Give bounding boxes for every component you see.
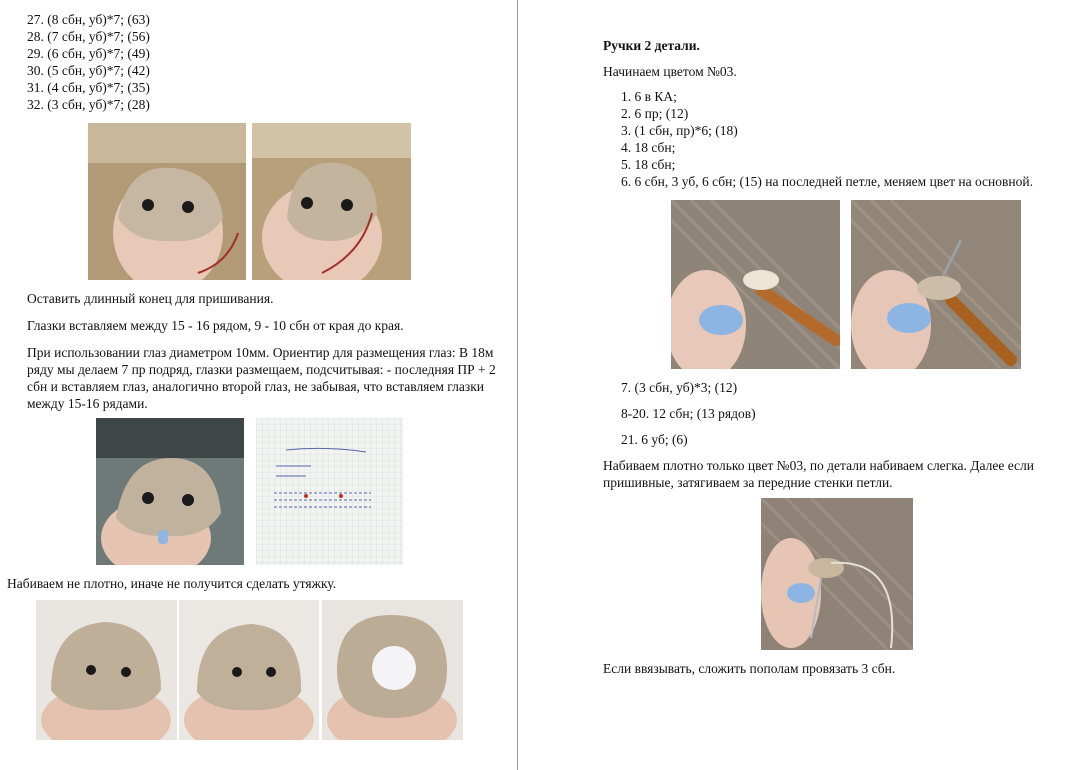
photo-stuffed-side [179,600,319,740]
row-28: 28. (7 сбн, уб)*7; (56) [27,29,150,44]
paragraph-eyes-guide: При использовании глаз диаметром 10мм. Ориентир для размещения глаз: В 18м ряду мы делаем 7 пр подряд, глазки размещаем, подсчитывая: - последняя ПР + 2 сбн и вставляем глаз, аналогично второй глаз, не забывая, что вставляем глазки между 15-16 рядами. [27,345,496,411]
photo-hook-2 [851,200,1021,369]
photo-head-eyes [96,418,244,565]
row-30: 30. (5 сбн, уб)*7; (42) [27,63,150,78]
row-32: 32. (3 сбн, уб)*7; (28) [27,97,150,112]
step-2: 2. 6 пр; (12) [621,106,689,121]
paragraph-eyes-position: Глазки вставляем между 15 - 16 рядом, 9 - 10 сбн от края до края. [27,318,404,333]
rows-list [27,11,150,113]
step-8-20: 8-20. 12 сбн; (13 рядов) [621,406,756,421]
photo-stuffed-front [36,600,177,740]
step-5: 5. 18 сбн; [621,157,676,172]
paragraph-stuffing: Набиваем не плотно, иначе не получится сделать утяжку. [7,576,337,591]
photo-stuffed-bottom [322,600,463,740]
section-heading: Ручки 2 детали. [603,38,700,53]
step-7: 7. (3 сбн, уб)*3; (12) [621,380,738,395]
step-3: 3. (1 сбн, пр)*6; (18) [621,123,738,138]
steps-list [621,88,1033,190]
photo-arm [761,498,913,650]
row-29: 29. (6 сбн, уб)*7; (49) [27,46,150,61]
row-31: 31. (4 сбн, уб)*7; (35) [27,80,150,95]
photo-head-front [88,123,246,280]
paragraph-long-end: Оставить длинный конец для пришивания. [27,291,274,306]
right-page [520,0,1079,770]
paragraph-attach: Если ввязывать, сложить пополам провязать 3 сбн. [603,661,896,676]
step-4: 4. 18 сбн; [621,140,676,155]
photo-hook-1 [671,200,840,369]
photo-eye-scheme [256,418,403,565]
photo-head-side [252,123,411,280]
row-27: 27. (8 сбн, уб)*7; (63) [27,12,150,27]
step-6: 6. 6 сбн, 3 уб, 6 сбн; (15) на последней петле, меняем цвет на основной. [621,174,1033,189]
paragraph-stuff-arms: Набиваем плотно только цвет №03, по детали набиваем слегка. Далее если пришивные, затягиваем за передние стенки петли. [603,458,1034,490]
step-21: 21. 6 уб; (6) [621,432,688,447]
left-page [0,0,517,770]
intro-text: Начинаем цветом №03. [603,64,737,79]
page-divider [517,0,518,770]
step-1: 1. 6 в КА; [621,89,677,104]
